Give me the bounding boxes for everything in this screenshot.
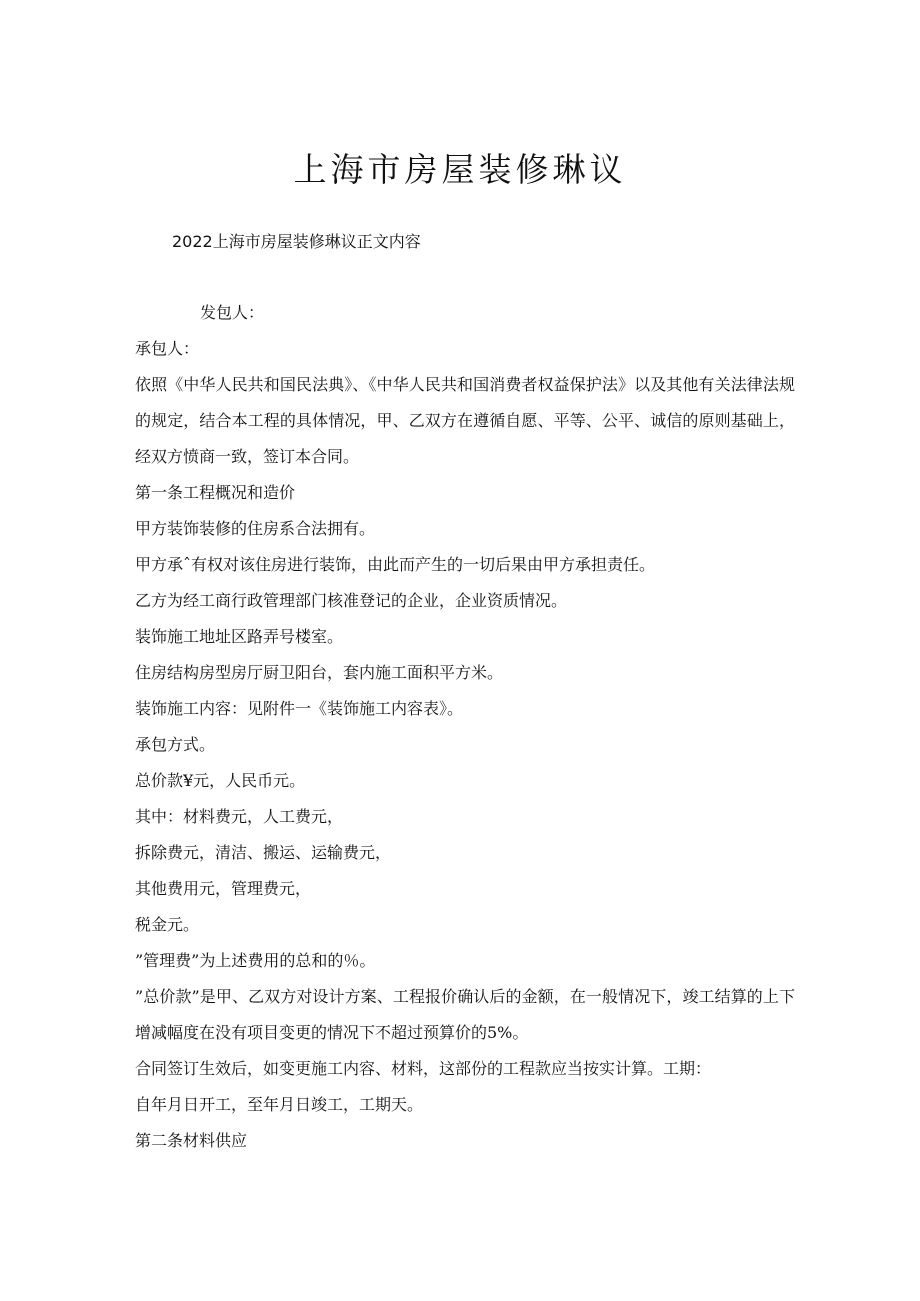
construction-period-line: 自年月日开工，至年月日竣工，工期天。 [135,1095,424,1114]
site-address-line: 装饰施工地址区路弄号楼室。 [135,627,344,646]
ownership-line: 甲方装饰装修的住房系合法拥有。 [135,519,376,538]
document-subtitle: 2022上海市房屋装修琳议正文内容 [172,232,421,251]
material-labor-fee-line: 其中：材料费元，人工费元， [135,807,344,826]
article-2-heading: 第二条材料供应 [135,1131,248,1150]
construction-content-line: 装饰施工内容：见附件一《装饰施工内容表》。 [135,699,464,718]
total-price-definition: ”总价款”是甲、乙双方对设计方案、工程报价确认后的金额，在一般情况下，竣工结算的上下增减幅度在没有项目变更的情况下不超过预算价的5%。 [135,987,795,1042]
total-price-line: 总价款¥元，人民币元。 [135,771,306,790]
contract-method-line: 承包方式。 [135,735,216,754]
responsibility-line: 甲方承ˆ有权对该住房进行装饰，由此而产生的一切后果由甲方承担责任。 [135,555,656,574]
contractor-line: 承包人： [135,339,200,358]
document-title: 上海市房屋装修琳议 [293,150,627,189]
change-and-schedule-line: 合同签订生效后，如变更施工内容、材料，这部份的工程款应当按实计算。工期： [135,1059,712,1078]
housing-structure-line: 住房结构房型房厅厨卫阳台，套内施工面积平方米。 [135,663,504,682]
removal-transport-fee-line: 拆除费元，清洁、搬运、运输费元， [135,843,392,862]
article-1-heading: 第一条工程概况和造价 [135,483,296,502]
tax-line: 税金元。 [135,915,200,934]
legal-basis-paragraph: 依照《中华人民共和国民法典》、《中华人民共和国消费者权益保护法》以及其他有关法律法规的规定，结合本工程的具体情况，甲、乙双方在遵循自愿、平等、公平、诚信的原则基础上，经双方愤商一致，签订本合同。 [135,375,795,466]
employer-line: 发包人： [200,303,265,322]
other-management-fee-line: 其他费用元，管理费元， [135,879,312,898]
contractor-qualification-line: 乙方为经工商行政管理部门核准登记的企业，企业资质情况。 [135,591,568,610]
management-fee-definition: ”管理费”为上述费用的总和的％。 [135,951,376,970]
